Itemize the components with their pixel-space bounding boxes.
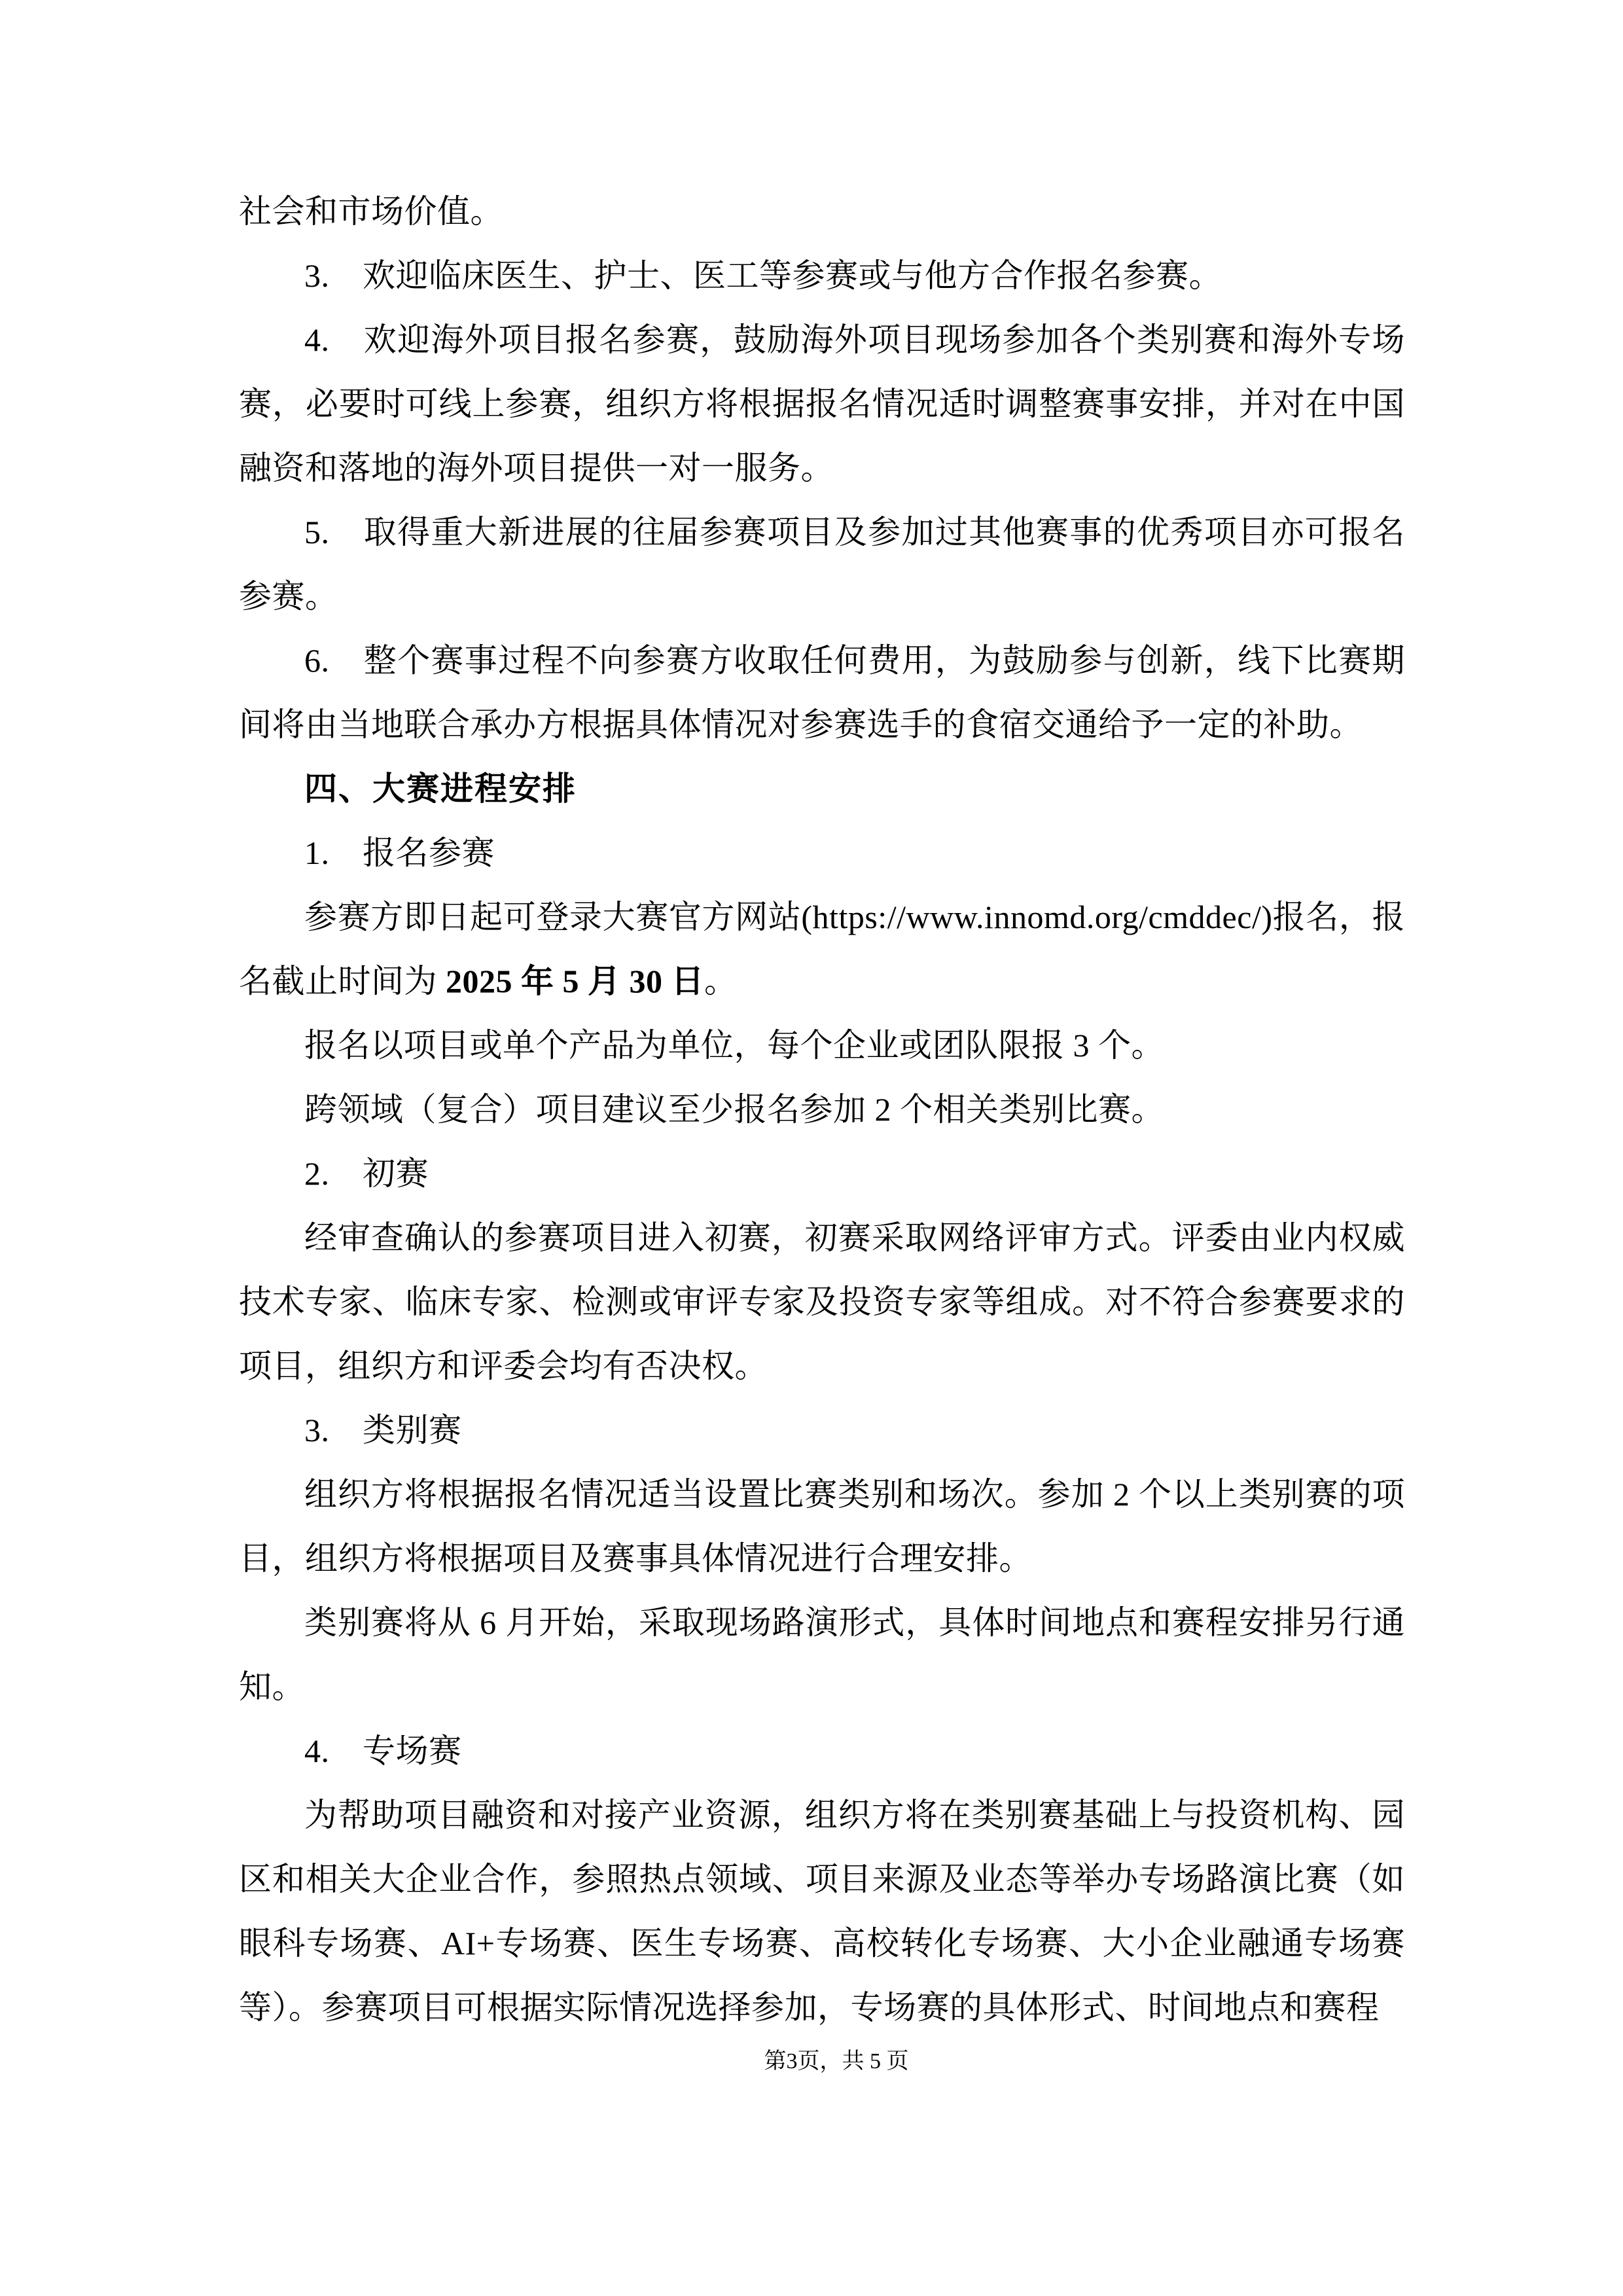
paragraph-carryover: 社会和市场价值。: [239, 193, 503, 230]
numbered-item-3: 3. 欢迎临床医生、护士、医工等参赛或与他方合作报名参赛。: [304, 257, 1222, 294]
subitem-1-registration: 1. 报名参赛: [304, 834, 495, 871]
paragraph-cross-domain: 跨领域（复合）项目建议至少报名参加 2 个相关类别比赛。: [304, 1091, 1164, 1128]
paragraph-special-session: 为帮助项目融资和对接产业资源，组织方将在类别赛基础上与投资机构、园区和相关大企业合作，参照热点领域、项目来源及业态等举办专场路演比赛（如眼科专场赛、AI+专场赛、医生专场赛、高校转化专场赛、大小企业融通专场赛等）。参赛项目可根据实际情况选择参加，专场赛的具体形式、时间地点和赛程: [239, 1797, 1405, 2026]
registration-website-text: 参赛方即日起可登录大赛官方网站(https://www.innomd.org/cmddec/)报名，报名截止时间为: [239, 899, 1405, 999]
subitem-4-special: 4. 专场赛: [304, 1732, 462, 1769]
page-footer: [0, 2047, 1623, 2076]
paragraph-category-schedule: 类别赛将从 6 月开始，采取现场路演形式，具体时间地点和赛程安排另行通知。: [239, 1604, 1405, 1705]
subitem-2-preliminary: 2. 初赛: [304, 1155, 429, 1192]
registration-deadline-period: 。: [704, 963, 738, 999]
numbered-item-4: 4. 欢迎海外项目报名参赛，鼓励海外项目现场参加各个类别赛和海外专场赛，必要时可线上参赛，组织方将根据报名情况适时调整赛事安排，并对在中国融资和落地的海外项目提供一对一服务。: [239, 321, 1405, 486]
registration-deadline-date: 2025 年 5 月 30 日: [446, 963, 704, 999]
section-heading-schedule: 四、大赛进程安排: [304, 770, 577, 807]
subitem-3-category: 3. 类别赛: [304, 1412, 462, 1448]
page-number: 第3页，共 5 页: [764, 2049, 909, 2073]
numbered-item-6: 6. 整个赛事过程不向参赛方收取任何费用，为鼓励参与创新，线下比赛期间将由当地联合承办方根据具体情况对参赛选手的食宿交通给予一定的补助。: [239, 642, 1405, 743]
numbered-item-5: 5. 取得重大新进展的往届参赛项目及参加过其他赛事的优秀项目亦可报名参赛。: [239, 514, 1405, 615]
paragraph-entry-unit: 报名以项目或单个产品为单位，每个企业或团队限报 3 个。: [304, 1027, 1164, 1064]
paragraph-registration-info: [239, 885, 1405, 1013]
document-content: [239, 179, 1405, 2039]
paragraph-category-setup: 组织方将根据报名情况适当设置比赛类别和场次。参加 2 个以上类别赛的项目，组织方将根据项目及赛事具体情况进行合理安排。: [239, 1476, 1405, 1577]
paragraph-preliminary-detail: 经审查确认的参赛项目进入初赛，初赛采取网络评审方式。评委由业内权威技术专家、临床专家、检测或审评专家及投资专家等组成。对不符合参赛要求的项目，组织方和评委会均有否决权。: [239, 1219, 1405, 1384]
